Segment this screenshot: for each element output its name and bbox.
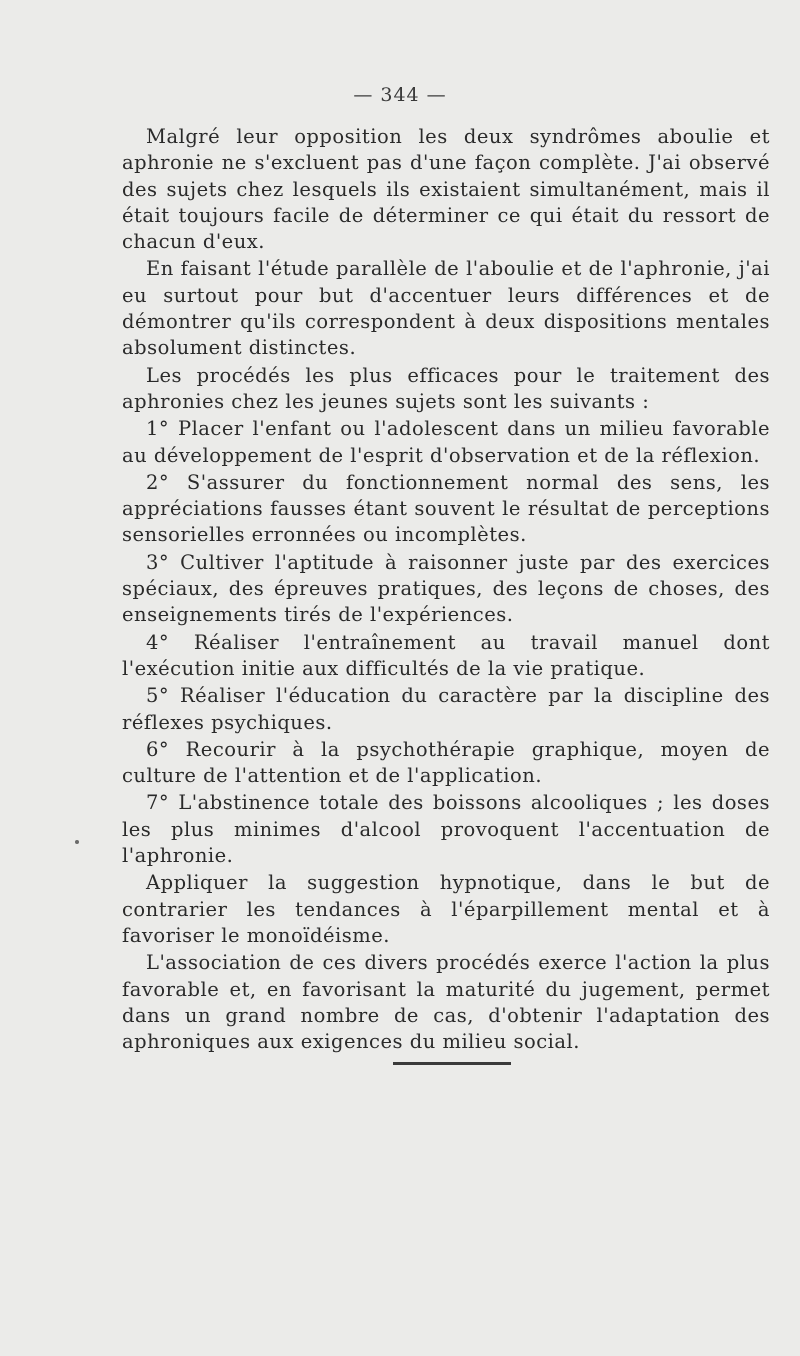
- list-item-5: 5° Réaliser l'éducation du caractère par la discipline des réflexes psychiques.: [122, 684, 770, 734]
- list-item-2: 2° S'assurer du fonctionnement normal des sens, les appréciations fausses étant souvent le résultat de perceptions sensorielles erronnées ou incomplètes.: [122, 470, 770, 547]
- list-item-4: 4° Réaliser l'entraînement au travail manuel dont l'exécution initie aux difficultés de la vie pratique.: [122, 630, 770, 680]
- end-rule-divider: [393, 1062, 511, 1065]
- list-item-1: 1° Placer l'enfant ou l'adolescent dans un milieu favorable au développement de l'esprit d'observation et de la réflexion.: [122, 417, 770, 467]
- paragraph-suggestion: Appliquer la suggestion hypnotique, dans le but de contrarier les tendances à l'éparpillement mental et à favoriser le monoïdéisme.: [122, 871, 770, 947]
- body-text: [122, 124, 770, 1055]
- margin-speck: [75, 840, 79, 844]
- paragraph-conclusion: L'association de ces divers procédés exerce l'action la plus favorable et, en favorisant la maturité du jugement, permet dans un grand nombre de cas, d'obtenir l'adaptation des aphroniques aux exigences du milieu social.: [122, 951, 770, 1054]
- list-item-7: 7° L'abstinence totale des boissons alcooliques ; les doses les plus minimes d'alcool provoquent l'accentuation de l'aphronie.: [122, 791, 770, 868]
- list-item-6: 6° Recourir à la psychothérapie graphique, moyen de culture de l'attention et de l'application.: [122, 737, 770, 788]
- page-number: — 344 —: [353, 84, 447, 106]
- paragraph-etude-parallele: En faisant l'étude parallèle de l'aboulie et de l'aphronie, j'ai eu surtout pour but d'accentuer leurs différences et de démontrer qu'ils correspondent à deux dispositions mentales absolument distinctes.: [122, 257, 770, 360]
- paragraph-opposition: Malgré leur opposition les deux syndrômes aboulie et aphronie ne s'excluent pas d'une façon complète. J'ai observé des sujets chez lesquels ils existaient simultanément, mais il était toujours facile de déterminer ce qui était du ressort de chacun d'eux.: [122, 125, 770, 254]
- paragraph-procedes-intro: Les procédés les plus efficaces pour le traitement des aphronies chez les jeunes sujets sont les suivants :: [122, 363, 770, 413]
- list-item-3: 3° Cultiver l'aptitude à raisonner juste par des exercices spéciaux, des épreuves pratiques, des leçons de choses, des enseignements tirés de l'expériences.: [122, 550, 770, 627]
